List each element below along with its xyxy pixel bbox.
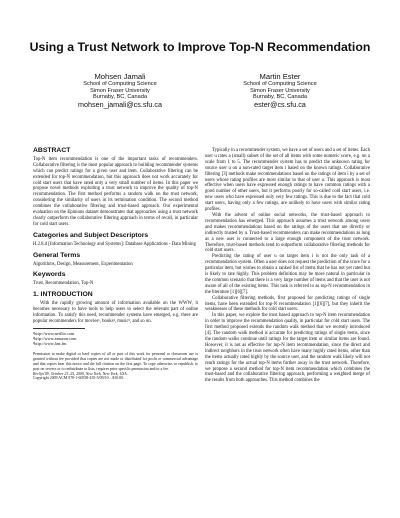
author-city: Burnaby, BC, Canada (252, 94, 307, 101)
categories-heading: Categories and Subject Descriptors (33, 231, 149, 239)
copyright-line: Copyright 2009 ACM 978-1-60558-435-5/09/10 ...$10.00. (33, 376, 125, 381)
author-school: School of Computing Science (83, 81, 157, 87)
permission-notice (33, 352, 198, 381)
author-name: Mohsen Jamali (94, 72, 146, 81)
body-paragraph: Typically in a recommender system, we have a set of users and a set of items. Each user u rates a (small) subset of the set of all items with some numeric score, e.g. on a scale from 1 to 5. The recommender system has to predict the unknown rating for source user u on a non-rated target item i based on the known ratings. Collaborative filtering [3] methods make recommendations based on the ratings of item i by a set of users whose rating profiles are most similar to that of user u. This approach is most effective when users have expressed enough ratings to have common ratings with a good number of other users, but it performs poorly for so-called cold start users, i.e. new users who have expressed only very few ratings. This is due to the fact that cold start users, having only a few ratings, are unlikely to have users with similar rating profiles. (205, 148, 370, 213)
keywords-text: Trust, Recommendation, Top-N (33, 281, 94, 287)
permission-text: Permission to make digital or hard copies of all or part of this work for personal or classroom use is granted without fee provided that copies are not made or distributed for profit or commercial advantage and that copies bear this notice and the full citation on the first page. To copy otherwise, to republish, to post on servers or to redistribute to lists, requires prior specific permission and/or a fee. (33, 352, 198, 371)
footnote: ³http://www.last.fm (33, 341, 67, 347)
author-university: Simon Fraser University (250, 87, 310, 94)
introduction-heading: 1. INTRODUCTION (33, 291, 93, 299)
body-paragraph: With the advent of online social networks, the trust-based approach to recommendation has emerged. This approach assumes a trust network among users and makes recommendations based on the ratings of the users that are directly or indirectly trusted by u. Trust-based recommenders can make recommendations as long as a new user is connected to a large enough component of the trust network. Therefore, trust-based methods tend to outperform collaborative filtering methods for cold start users. (205, 212, 370, 254)
author-block-2 (200, 72, 360, 109)
abstract-text: Top-N item recommendation is one of the important tasks of recommenders. Collaborative filtering is the most popular approach to building recommender systems which can predict ratings for a given user and item. Collaborative filtering can be extended for top-N recommendation, but this approach does not work accurately for cold start users that have rated only a very small number of items. In this paper we propose novel methods exploiting a trust network to improve the quality of top-N recommendation. The first method performs a random walk on the trust network, considering the similarity of users in its termination condition. The second method combines the collaborative filtering and trust-based approach. Our experimental evaluation on the Epinions dataset demonstrates that approaches using a trust network clearly outperform the collaborative filtering approach in terms of recall, in particular for cold start users. (33, 156, 198, 227)
introduction-text: With the rapidly growing amount of information available on the WWW, it becomes necessary to have tools to help users to select the relevant part of online information. To satisfy this need, recommender systems have emerged, e.g. there are popular recommenders for movies¹, books², music³, and so on. (33, 301, 198, 324)
author-city: Burnaby, BC, Canada (92, 94, 147, 101)
author-block-1 (40, 72, 200, 109)
paper-title: Using a Trust Network to Improve Top-N Recommendation (29, 40, 371, 54)
body-paragraph: Predicting the rating of user u on target item i is not the only task of a recommendation system. Often a user does not request the prediction of the score for a particular item, but wishes to obtain a ranked list of items that he has not yet rated but is likely to rate highly. This problem definition may be more natural in particular in the common scenario that there is a very large number of items and that the user is not aware of all of the existing items. This task is referred to as top-N recommendation in the literature [1][6][7]. (205, 254, 370, 295)
abstract-heading: ABSTRACT (33, 147, 71, 154)
body-paragraph: In this paper, we explore the trust based approach to top-N item recommendation in order to improve the recommendation quality, in particular for cold start users. The first method proposed extends the random walk method that we recently introduced [4]. The random walk method is accurate for predicting ratings of single items, since the random walks continue until ratings for the target item or similar items are found. However, it is not as effective for top-N item recommendation, since the direct and indirect neighbors in the trust network often have many highly rated items, other than the items actually rated highly by the source user, and the random walk likely will not reach ratings for the actual top-N items further away in the trust network. Therefore, we propose a second method for top-N item recommendation which combines the trust-based and the collaborative filtering approach, performing a weighted merge of the results from both approaches. This method combines the (205, 313, 370, 384)
body-paragraph: Collaborative filtering methods, first proposed for predicting ratings of single items, have been extended for top-N recommendation [1][6][7], but they inherit the weaknesses of these methods for cold start users. (205, 295, 370, 313)
general-terms-heading: General Terms (33, 251, 81, 259)
author-school: School of Computing Science (243, 81, 317, 87)
author-email: mohsen_jamali@cs.sfu.ca (78, 99, 162, 109)
left-column (33, 148, 198, 381)
venue-line: RecSys'09, October 23–25, 2009, New York, New York, USA. (33, 371, 128, 376)
author-name: Martin Ester (259, 72, 301, 81)
author-university: Simon Fraser University (90, 87, 150, 94)
keywords-heading: Keywords (33, 271, 66, 279)
right-column (205, 148, 370, 384)
footnote: ²http://www.amazon.com (33, 335, 77, 341)
footnote: ¹http://www.netflix.com (33, 330, 75, 336)
general-terms-text: Algorithms, Design, Measurement, Experimentation (33, 261, 133, 267)
categories-text: H.2.8.d [Information Technology and Systems]: Database Applications - Data Mining (33, 241, 196, 247)
footnote-rule (33, 328, 85, 329)
author-email: ester@cs.sfu.ca (254, 99, 306, 109)
